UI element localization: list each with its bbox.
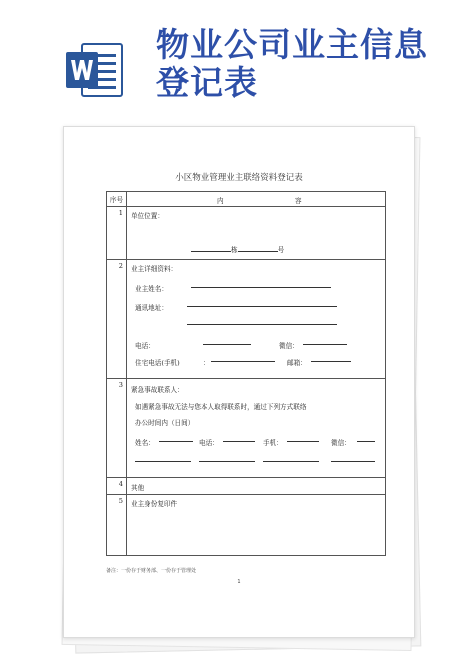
banner-title: 物业公司业主信息登记表 [156,25,428,102]
contact-wechat-label: 微信： [331,439,351,447]
building-field [191,244,284,254]
other-label: 其他 [131,484,145,492]
unit-location-label: 单位位置： [131,212,164,220]
table-header-row [107,192,386,207]
contact-phone-input-line[interactable] [223,435,255,442]
emergency-desc: 如遇紧急事故无法与您本人取得联系时，通过下列方式联络 [135,403,307,411]
table-row-2 [107,260,386,379]
extra-input-line[interactable] [199,455,255,462]
address-input-line[interactable] [187,300,337,307]
document-page [63,126,415,638]
table-row-3 [107,379,386,478]
office-hours-label: 办公时间内（日间） [135,419,195,427]
row-num: 1 [107,207,127,260]
row2-content [127,260,386,379]
extra-input-line[interactable] [331,455,375,462]
banner [0,0,474,125]
row5-content [127,495,386,556]
footnote: 备注：一份存于财务部、一份存于管理处 [106,568,197,574]
contact-mobile-label: 手机： [263,439,283,447]
wechat-label: 微信： [279,342,299,350]
contact-name-label: 姓名： [135,439,155,447]
building-input-line[interactable] [191,245,231,252]
phone-label: 电话： [135,342,155,350]
header-content-a: 内 [217,197,224,205]
home-phone-label: 住宅电话(手机) [135,359,180,367]
unit-input-line[interactable] [238,245,278,252]
owner-details-label: 业主详细资料： [131,265,178,273]
unit-label: 号 [277,246,285,254]
table-row-4 [107,478,386,495]
row1-content [127,207,386,260]
contact-wechat-input-line[interactable] [357,435,375,442]
header-content [127,192,386,207]
home-phone-colon: ： [203,359,210,367]
row-num: 2 [107,260,127,379]
email-input-line[interactable] [311,355,351,362]
row-num: 5 [107,495,127,556]
registration-form-table [106,191,386,556]
row3-content [127,379,386,478]
word-document-icon [62,38,126,102]
emergency-contact-label: 紧急事故联系人： [131,386,184,394]
email-label: 邮箱： [287,359,307,367]
document-title: 小区物业管理业主联络资料登记表 [175,173,303,183]
owner-name-input-line[interactable] [191,281,331,288]
phone-input-line[interactable] [203,338,251,345]
address-input-line-2[interactable] [187,318,337,325]
building-label: 栋 [231,246,238,254]
contact-phone-label: 电话： [199,439,219,447]
table-row-1 [107,207,386,260]
row4-content [127,478,386,495]
extra-input-line[interactable] [263,455,319,462]
header-num: 序号 [107,192,127,207]
contact-name-input-line[interactable] [159,435,193,442]
address-label: 通讯地址： [135,304,168,312]
owner-name-label: 业主姓名： [135,285,168,293]
table-row-5 [107,495,386,556]
wechat-input-line[interactable] [303,338,347,345]
row-num: 3 [107,379,127,478]
row-num: 4 [107,478,127,495]
page-number: 1 [237,579,241,585]
id-copy-label: 业主身份复印件 [131,500,178,508]
extra-input-line[interactable] [135,455,191,462]
contact-mobile-input-line[interactable] [287,435,319,442]
home-phone-input-line[interactable] [211,355,275,362]
header-content-b: 容 [295,197,302,205]
